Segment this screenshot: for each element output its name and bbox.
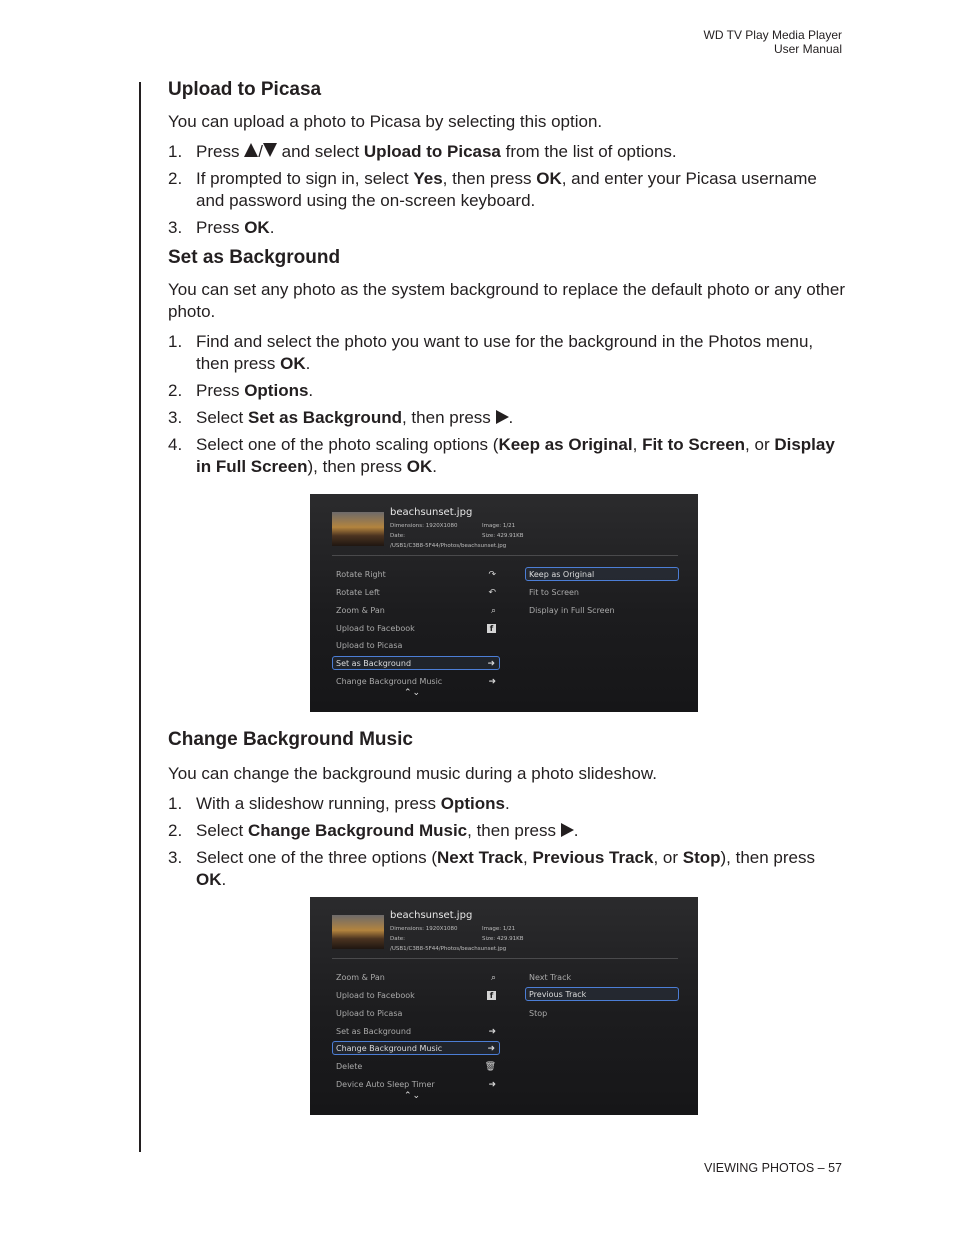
photo-thumbnail [332, 915, 384, 949]
menu-item-set-background[interactable] [332, 656, 500, 670]
step-text: . [504, 794, 510, 813]
menu-label: Change Background Music [336, 1044, 443, 1053]
arrow-right-icon: ➜ [488, 677, 496, 687]
step-text: . [573, 821, 579, 840]
scroll-chevrons-icon[interactable]: ⌃⌄ [404, 688, 422, 698]
menu-label: Zoom & Pan [336, 973, 385, 982]
menu-item-set-background[interactable] [336, 1025, 500, 1039]
step-emphasis: Yes [413, 169, 443, 188]
section-title-music: Change Background Music [168, 729, 413, 750]
step-text: ), then press [720, 848, 816, 867]
submenu-label: Stop [529, 1009, 548, 1018]
step-text: . [269, 218, 275, 237]
step-text: . [308, 381, 314, 400]
running-header [704, 28, 843, 56]
step-text: . [432, 457, 437, 476]
step-emphasis: Display in Full Screen [196, 435, 835, 476]
step-text: , then press [467, 821, 556, 840]
menu-item-change-music[interactable] [332, 1041, 500, 1055]
section-music [168, 728, 848, 896]
zoom-icon: ⌕ [490, 606, 496, 616]
down-arrow-icon [263, 143, 277, 157]
menu-item-zoom-pan[interactable] [336, 971, 500, 985]
step-text: ), then press [307, 457, 402, 476]
menu-item-upload-facebook[interactable] [336, 622, 500, 636]
photo-dimensions: Dimensions: 1920X1080 [390, 523, 458, 529]
submenu-item-full-screen[interactable] [529, 604, 679, 618]
menu-label: Delete [336, 1062, 363, 1071]
submenu-label: Keep as Original [529, 570, 595, 579]
steps-background [168, 331, 848, 478]
photo-size: Size: 429.91KB [482, 936, 524, 942]
submenu-label: Previous Track [529, 990, 587, 999]
arrow-right-icon: ➜ [487, 659, 495, 669]
section-title-picasa: Upload to Picasa [168, 79, 322, 100]
tv-screenshot-set-background [310, 494, 698, 712]
list-item [168, 217, 848, 239]
step-emphasis: Change Background Music [247, 821, 468, 840]
steps-music [168, 793, 848, 891]
rotate-right-icon: ↷ [488, 570, 496, 580]
photo-filename: beachsunset.jpg [390, 507, 473, 518]
step-number: 1. [168, 794, 183, 813]
steps-picasa [168, 141, 848, 239]
list-item [168, 141, 848, 163]
step-emphasis: Options [244, 381, 309, 400]
divider [332, 555, 678, 556]
submenu-item-keep-original[interactable] [525, 567, 679, 581]
list-item [168, 434, 848, 478]
step-emphasis: Upload to Picasa [363, 142, 501, 161]
step-emphasis: OK [244, 218, 270, 237]
step-text: from the list of options. [505, 142, 677, 161]
photo-date: Date: [390, 936, 405, 942]
submenu-item-previous-track[interactable] [525, 987, 679, 1001]
menu-item-upload-facebook[interactable] [336, 989, 500, 1003]
step-text: If prompted to sign in, select [196, 169, 409, 188]
step-text: . [508, 408, 514, 427]
submenu-label: Next Track [529, 973, 572, 982]
rotate-left-icon: ↶ [488, 588, 496, 598]
tv-screenshot-change-music [310, 897, 698, 1115]
menu-label: Zoom & Pan [336, 606, 385, 615]
trash-icon: 🗑 [484, 1062, 496, 1072]
menu-label: Rotate Right [336, 570, 386, 579]
facebook-icon: f [487, 989, 496, 1003]
step-text: Press [196, 142, 240, 161]
arrow-right-icon: ➜ [487, 1044, 495, 1054]
step-emphasis: Next Track [437, 848, 523, 867]
menu-label: Upload to Facebook [336, 624, 415, 633]
step-emphasis: OK [280, 354, 306, 373]
photo-index: Image: 1/21 [482, 523, 516, 529]
menu-label: Upload to Picasa [336, 1009, 403, 1018]
step-text: Select one of the photo scaling options ( [196, 435, 499, 454]
section-intro-background: You can set any photo as the system background to replace the default photo or any other photo. [168, 280, 845, 321]
photo-date: Date: [390, 533, 405, 539]
step-number: 3. [168, 848, 183, 867]
step-text: With a slideshow running, press [196, 794, 437, 813]
step-emphasis: OK [196, 870, 222, 889]
step-text: , or [745, 435, 770, 454]
step-text: Press [196, 218, 240, 237]
menu-label: Rotate Left [336, 588, 380, 597]
list-item [168, 407, 848, 429]
arrow-right-icon: ➜ [488, 1080, 496, 1090]
menu-label: Set as Background [336, 1027, 412, 1036]
arrow-right-icon: ➜ [488, 1027, 496, 1037]
menu-item-upload-picasa[interactable] [336, 1007, 500, 1021]
photo-path: /USB1/C3B8-5F44/Photos/beachsunset.jpg [390, 543, 507, 549]
step-text: and select [281, 142, 360, 161]
menu-label: Device Auto Sleep Timer [336, 1080, 435, 1089]
step-emphasis: Options [440, 794, 505, 813]
photo-path: /USB1/C3B8-5F44/Photos/beachsunset.jpg [390, 946, 507, 952]
photo-thumbnail [332, 512, 384, 546]
menu-label: Upload to Picasa [336, 641, 403, 650]
right-arrow-icon [561, 823, 574, 837]
step-text: / [258, 142, 263, 161]
step-emphasis: Stop [682, 848, 721, 867]
step-text: , [523, 848, 528, 867]
menu-item-rotate-left[interactable] [336, 586, 500, 600]
submenu-item-next-track[interactable] [529, 971, 679, 985]
step-text: , and enter your Picasa username and password using the on-screen keyboard. [196, 169, 817, 210]
step-text: Select [196, 408, 244, 427]
step-number: 2. [168, 169, 183, 188]
up-arrow-icon [244, 143, 258, 157]
list-item [168, 168, 848, 212]
menu-item-zoom-pan[interactable] [336, 604, 500, 618]
section-title-background: Set as Background [168, 247, 341, 268]
page-footer: VIEWING PHOTOS – 57 [703, 1161, 842, 1175]
submenu-item-stop[interactable] [529, 1007, 679, 1021]
submenu-label: Fit to Screen [529, 588, 579, 597]
step-emphasis: Previous Track [532, 848, 654, 867]
step-number: 4. [168, 435, 183, 454]
step-number: 1. [168, 142, 183, 161]
header-doc-type: User Manual [773, 42, 842, 56]
list-item [168, 331, 848, 375]
submenu-item-fit-screen[interactable] [529, 586, 679, 600]
list-item [168, 380, 848, 402]
section-intro-music: You can change the background music during a photo slideshow. [168, 764, 657, 783]
step-emphasis: OK [406, 457, 433, 476]
step-emphasis: Keep as Original [498, 435, 633, 454]
menu-item-change-music[interactable] [336, 675, 500, 689]
photo-size: Size: 429.91KB [482, 533, 524, 539]
step-number: 1. [168, 332, 183, 351]
photo-filename: beachsunset.jpg [390, 910, 473, 921]
photo-index: Image: 1/21 [482, 926, 516, 932]
photo-dimensions: Dimensions: 1920X1080 [390, 926, 458, 932]
main-content [168, 78, 848, 1101]
step-text: , or [653, 848, 678, 867]
step-emphasis: Set as Background [247, 408, 402, 427]
menu-item-delete[interactable] [336, 1060, 500, 1074]
list-item [168, 820, 848, 842]
step-text: . [221, 870, 227, 889]
step-number: 3. [168, 408, 183, 427]
submenu-label: Display in Full Screen [529, 606, 615, 615]
menu-item-rotate-right[interactable] [336, 568, 500, 582]
step-text: Find and select the photo you want to use for the background in the Photos menu, then press [196, 332, 814, 373]
section-intro-picasa: You can upload a photo to Picasa by selecting this option. [168, 112, 603, 131]
step-number: 3. [168, 218, 183, 237]
header-product: WD TV Play Media Player [703, 28, 842, 42]
menu-label: Change Background Music [336, 677, 443, 686]
step-number: 2. [168, 381, 183, 400]
facebook-icon: f [487, 622, 496, 636]
divider [332, 958, 678, 959]
menu-item-upload-picasa[interactable] [336, 639, 500, 653]
step-text: . [305, 354, 311, 373]
step-text: , then press [401, 408, 491, 427]
scroll-chevrons-icon[interactable]: ⌃⌄ [404, 1091, 422, 1101]
step-text: Select [196, 821, 244, 840]
menu-label: Set as Background [336, 659, 412, 668]
menu-item-auto-sleep[interactable] [336, 1078, 500, 1092]
step-emphasis: OK [536, 169, 562, 188]
step-text: , then press [442, 169, 532, 188]
list-item [168, 847, 848, 891]
step-number: 2. [168, 821, 183, 840]
step-text: Select one of the three options ( [196, 848, 437, 867]
step-emphasis: Fit to Screen [642, 435, 746, 454]
right-arrow-icon [496, 410, 509, 424]
list-item [168, 793, 848, 815]
menu-label: Upload to Facebook [336, 991, 415, 1000]
margin-rule [139, 82, 141, 1152]
zoom-icon: ⌕ [490, 973, 496, 983]
step-text: Press [196, 381, 240, 400]
step-text: , [632, 435, 638, 454]
